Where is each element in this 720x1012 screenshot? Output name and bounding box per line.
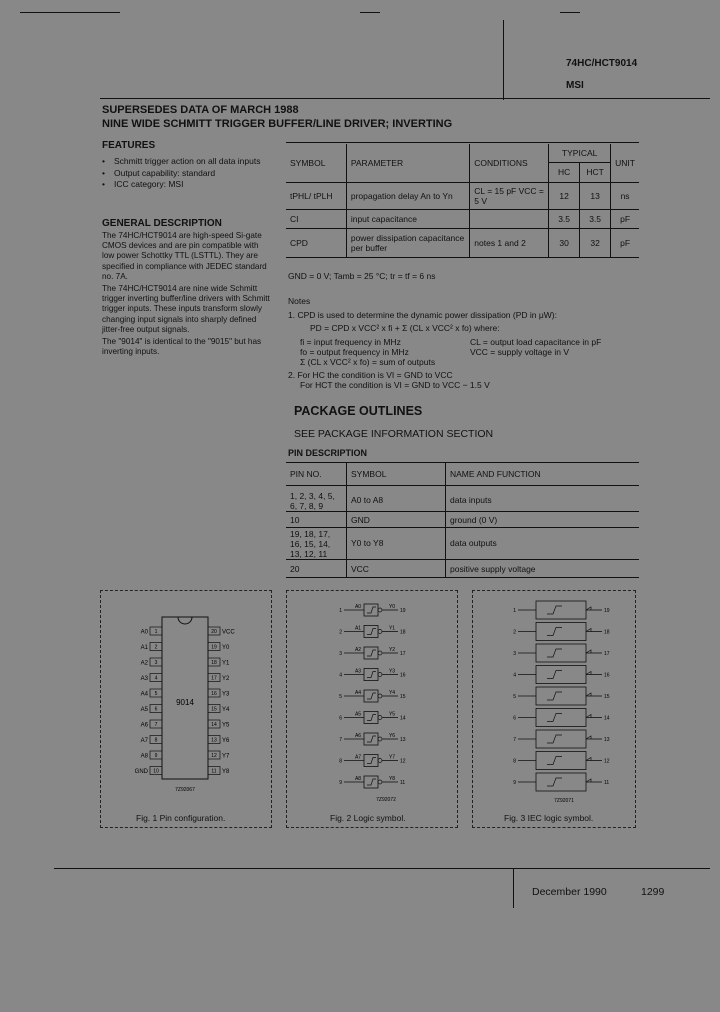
- top-rule-left: [20, 12, 120, 13]
- pin-label: Y3: [222, 691, 230, 698]
- input-pin-number: 6: [513, 715, 516, 722]
- general-para-2: The 74HC/HCT9014 are nine wide Schmitt trigger inverting buffer/line drivers with Schmitt trigger inputs. These inputs transform slowly changing input signals into sharply defined jitter-free output signals.: [102, 284, 270, 334]
- spec-table: [286, 144, 639, 258]
- iec-logic-symbol-diagram: [472, 590, 634, 810]
- pin-label: GND: [134, 769, 148, 775]
- output-pin-number: 17: [604, 651, 610, 657]
- pin-label: Y5: [222, 722, 230, 729]
- input-label: A0: [354, 604, 362, 610]
- pin-number: 6: [154, 706, 158, 713]
- negation-icon: [586, 629, 591, 632]
- table-row: tPHL/ tPLH propagation delay An to Yn CL = 15 pF VCC = 5 V 12 13 ns: [286, 183, 639, 210]
- pin-number: 12: [211, 753, 217, 759]
- output-pin-number: 18: [604, 629, 610, 636]
- iec-box: [536, 601, 586, 619]
- pin-label: A5: [140, 707, 148, 713]
- schmitt-icon: [367, 629, 376, 635]
- schmitt-icon: [367, 758, 376, 764]
- package-heading: PACKAGE OUTLINES: [294, 404, 423, 418]
- input-pin-number: 4: [339, 672, 342, 679]
- header-hc: HC: [549, 163, 580, 182]
- output-label: Y1: [388, 625, 396, 632]
- figure-3-caption: Fig. 3 IEC logic symbol.: [504, 813, 594, 823]
- pin-label: A6: [140, 722, 148, 729]
- pin-label: A1: [140, 645, 148, 651]
- buffer-box: [364, 669, 378, 681]
- header-hct: HCT: [586, 167, 604, 177]
- pin-label: Y1: [222, 660, 230, 667]
- pin-label: A4: [140, 691, 148, 698]
- pin-number: 2: [154, 644, 158, 651]
- buffer-box: [364, 733, 378, 745]
- footer-rule: [54, 868, 710, 869]
- schmitt-icon: [367, 650, 376, 656]
- schmitt-icon: [547, 735, 562, 743]
- pin-label: Y4: [222, 707, 230, 713]
- general-para-1: The 74HC/HCT9014 are high-speed Si-gate CMOS devices and are pin compatible with low power Schottky TTL (LSTTL). They are specified in compliance with JEDEC standard no. 7A.: [102, 231, 267, 281]
- output-pin-number: 14: [400, 715, 406, 722]
- output-label: Y6: [388, 733, 396, 739]
- page-number: 1299: [641, 886, 665, 898]
- schmitt-icon: [367, 779, 376, 785]
- output-pin-number: 12: [400, 758, 406, 765]
- schmitt-icon: [367, 672, 376, 678]
- output-pin-number: 11: [604, 780, 610, 786]
- figure-code: 7Z92071: [554, 798, 574, 804]
- iec-box: [536, 709, 586, 727]
- pin-table-wrap: [286, 463, 639, 578]
- iec-box: [536, 752, 586, 770]
- footer-date: December 1990: [532, 886, 607, 898]
- input-pin-number: 1: [513, 608, 516, 614]
- table-row: 1, 2, 3, 4, 5, 6, 7, 8, 9 A0 to A8 data inputs: [286, 485, 639, 511]
- output-pin-number: 19: [400, 608, 406, 614]
- pin-number: 1: [154, 629, 158, 635]
- schmitt-icon: [547, 757, 562, 765]
- pin-label: A0: [140, 629, 148, 636]
- pin-label: A8: [140, 753, 148, 760]
- iec-box: [536, 730, 586, 748]
- schmitt-icon: [367, 736, 376, 742]
- pin-label: A7: [140, 738, 148, 744]
- general-heading: GENERAL DESCRIPTION: [102, 218, 222, 229]
- pin-heading: PIN DESCRIPTION: [288, 448, 368, 458]
- buffer-box: [364, 604, 378, 616]
- header-conditions: CONDITIONS: [470, 144, 549, 183]
- input-label: A4: [354, 690, 362, 696]
- schmitt-icon: [547, 649, 562, 657]
- note-fi: fi = input frequency in MHz: [300, 337, 401, 347]
- inversion-bubble: [378, 780, 382, 784]
- input-label: A2: [354, 647, 362, 653]
- pin-configuration-diagram: [100, 590, 270, 810]
- header-typical: TYPICAL: [549, 144, 610, 163]
- figure-code: 7Z92067: [175, 787, 195, 793]
- pin-number: 7: [154, 722, 158, 728]
- inversion-bubble: [378, 759, 382, 763]
- table-row: CI input capacitance 3.5 3.5 pF: [286, 210, 639, 229]
- chip-label: 9014: [176, 698, 194, 707]
- pin-number: 13: [211, 737, 217, 744]
- pin-header-name: NAME AND FUNCTION: [446, 463, 640, 485]
- supersedes-line: SUPERSEDES DATA OF MARCH 1988: [102, 104, 299, 116]
- output-pin-number: 19: [604, 608, 610, 614]
- negation-icon: [586, 693, 591, 696]
- negation-icon: [586, 672, 591, 675]
- pin-header-symbol: SYMBOL: [347, 463, 446, 485]
- input-pin-number: 3: [513, 651, 516, 657]
- output-label: Y2: [388, 647, 396, 653]
- inversion-bubble: [378, 651, 382, 655]
- input-pin-number: 2: [339, 629, 342, 636]
- negation-icon: [586, 779, 591, 782]
- pin-number: 4: [154, 675, 158, 682]
- pin-label: A3: [140, 676, 148, 682]
- pin-number: 19: [211, 644, 217, 651]
- output-label: Y0: [388, 604, 396, 610]
- buffer-box: [364, 776, 378, 788]
- pin-number: 9: [154, 753, 158, 759]
- general-description: [102, 231, 270, 357]
- output-label: Y7: [388, 754, 396, 761]
- pin-number: 10: [153, 768, 159, 775]
- pin-number: 20: [211, 629, 217, 635]
- pin-number: 15: [211, 706, 217, 713]
- pin-label: Y7: [222, 753, 230, 760]
- input-label: A8: [354, 776, 362, 782]
- figure-1-caption: Fig. 1 Pin configuration.: [136, 813, 226, 823]
- list-item: • Output capability: standard: [102, 167, 216, 178]
- pin-label: Y8: [222, 769, 230, 775]
- inversion-bubble: [378, 694, 382, 698]
- output-pin-number: 13: [604, 737, 610, 743]
- output-pin-number: 15: [604, 694, 610, 700]
- pin-header-no: PIN NO.: [286, 463, 347, 485]
- page-title: NINE WIDE SCHMITT TRIGGER BUFFER/LINE DRIVER; INVERTING: [102, 118, 453, 130]
- output-label: Y3: [388, 668, 396, 675]
- pin-number: 11: [211, 768, 217, 775]
- input-pin-number: 4: [513, 672, 516, 679]
- general-para-3: The "9014" is identical to the "9015" but has inverting inputs.: [102, 337, 262, 357]
- figure-code: 7Z92072: [376, 797, 396, 803]
- input-pin-number: 6: [339, 715, 342, 722]
- output-pin-number: 15: [400, 694, 406, 700]
- note-cl: CL = output load capacitance in pF: [470, 337, 602, 347]
- output-pin-number: 14: [604, 715, 610, 722]
- table-row: 20 VCC positive supply voltage: [286, 559, 639, 577]
- negation-icon: [586, 758, 591, 761]
- output-label: Y8: [388, 776, 396, 782]
- pin-table: [286, 463, 639, 578]
- inversion-bubble: [378, 630, 382, 634]
- pin-label: VCC: [222, 629, 235, 636]
- pin-label: Y2: [222, 676, 230, 682]
- schmitt-icon: [547, 606, 562, 614]
- table-row: 10 GND ground (0 V): [286, 511, 639, 527]
- header-parameter: PARAMETER: [346, 144, 469, 183]
- list-item: • ICC category: MSI: [102, 179, 184, 189]
- input-pin-number: 5: [339, 694, 342, 700]
- pin-number: 8: [154, 737, 158, 744]
- note-2b: For HCT the condition is VI = GND to VCC − 1.5 V: [300, 380, 490, 390]
- output-label: Y4: [388, 690, 396, 696]
- output-pin-number: 13: [400, 737, 406, 743]
- input-pin-number: 8: [513, 758, 516, 765]
- iec-box: [536, 773, 586, 791]
- footer-divider: [513, 868, 514, 908]
- table-row: CPD power dissipation capacitance per buffer notes 1 and 2 30 32 pF: [286, 229, 639, 258]
- pin-number: 5: [154, 691, 158, 697]
- figure-2-caption: Fig. 2 Logic symbol.: [330, 813, 406, 823]
- input-pin-number: 7: [339, 737, 342, 743]
- negation-icon: [586, 736, 591, 739]
- output-pin-number: 16: [400, 672, 406, 679]
- inversion-bubble: [378, 737, 382, 741]
- negation-icon: [586, 650, 591, 653]
- buffer-box: [364, 647, 378, 659]
- input-pin-number: 1: [339, 608, 342, 614]
- iec-box: [536, 666, 586, 684]
- output-pin-number: 17: [400, 651, 406, 657]
- input-label: A3: [354, 668, 362, 675]
- output-pin-number: 16: [604, 672, 610, 679]
- family-label: MSI: [566, 80, 584, 91]
- schmitt-icon: [367, 693, 376, 699]
- inversion-bubble: [378, 608, 382, 612]
- buffer-box: [364, 626, 378, 638]
- input-label: A5: [354, 711, 362, 718]
- output-pin-number: 12: [604, 758, 610, 765]
- note-vcc: VCC = supply voltage in V: [470, 347, 569, 357]
- iec-box: [536, 623, 586, 641]
- features-heading: FEATURES: [102, 140, 156, 151]
- note-fo: fo = output frequency in MHz: [300, 347, 409, 357]
- pin-label: A2: [140, 660, 148, 667]
- schmitt-icon: [547, 628, 562, 636]
- header-typical-group: [549, 144, 611, 183]
- header-unit: UNIT: [611, 144, 639, 183]
- pin-number: 16: [211, 691, 217, 697]
- output-pin-number: 18: [400, 629, 406, 636]
- negation-icon: [586, 607, 591, 610]
- pin-label: Y6: [222, 738, 230, 744]
- table-row: 19, 18, 17, 16, 15, 14, 13, 12, 11 Y0 to Y8 data outputs: [286, 527, 639, 559]
- pin-label: Y0: [222, 645, 230, 651]
- schmitt-icon: [367, 715, 376, 721]
- pin-number: 14: [211, 722, 217, 728]
- input-pin-number: 7: [513, 737, 516, 743]
- output-pin-number: 11: [400, 780, 406, 786]
- input-pin-number: 9: [513, 780, 516, 786]
- pin-number: 17: [211, 675, 217, 682]
- top-rule-right: [560, 12, 580, 13]
- buffer-box: [364, 712, 378, 724]
- iec-box: [536, 644, 586, 662]
- input-label: A1: [354, 625, 362, 632]
- input-label: A6: [354, 733, 362, 739]
- spec-footnote: GND = 0 V; Tamb = 25 °C; tr = tf = 6 ns: [288, 271, 436, 281]
- inversion-bubble: [378, 673, 382, 677]
- schmitt-icon: [547, 692, 562, 700]
- package-sub: SEE PACKAGE INFORMATION SECTION: [294, 428, 494, 440]
- schmitt-icon: [547, 714, 562, 722]
- input-label: A7: [354, 754, 362, 761]
- logic-symbol-diagram: [286, 590, 456, 810]
- note-1: 1. CPD is used to determine the dynamic power dissipation (PD in μW):: [288, 310, 557, 320]
- schmitt-icon: [547, 671, 562, 679]
- note-sum: Σ (CL x VCC² x fo) = sum of outputs: [300, 357, 436, 367]
- list-item: • Schmitt trigger action on all data inputs: [102, 156, 261, 166]
- iec-box: [536, 687, 586, 705]
- spec-table-wrap: [286, 142, 639, 258]
- top-rule-mid: [360, 12, 380, 13]
- input-pin-number: 8: [339, 758, 342, 765]
- pin-number: 18: [211, 660, 217, 666]
- note-formula: PD = CPD x VCC² x fi + Σ (CL x VCC² x fo) where:: [310, 323, 500, 333]
- header-rule: [100, 98, 710, 99]
- input-pin-number: 2: [513, 629, 516, 636]
- buffer-box: [364, 690, 378, 702]
- note-2a: 2. For HC the condition is VI = GND to VCC: [288, 370, 453, 380]
- input-pin-number: 9: [339, 780, 342, 786]
- negation-icon: [586, 715, 591, 718]
- input-pin-number: 3: [339, 651, 342, 657]
- part-number: 74HC/HCT9014: [566, 58, 638, 69]
- input-pin-number: 5: [513, 694, 516, 700]
- pin-number: 3: [154, 660, 158, 666]
- header-symbol: SYMBOL: [286, 144, 346, 183]
- inversion-bubble: [378, 716, 382, 720]
- header-divider: [503, 20, 504, 100]
- output-label: Y5: [388, 711, 396, 718]
- buffer-box: [364, 755, 378, 767]
- schmitt-icon: [367, 607, 376, 613]
- schmitt-icon: [547, 778, 562, 786]
- notes-heading: Notes: [288, 296, 311, 306]
- features-list: [102, 156, 272, 190]
